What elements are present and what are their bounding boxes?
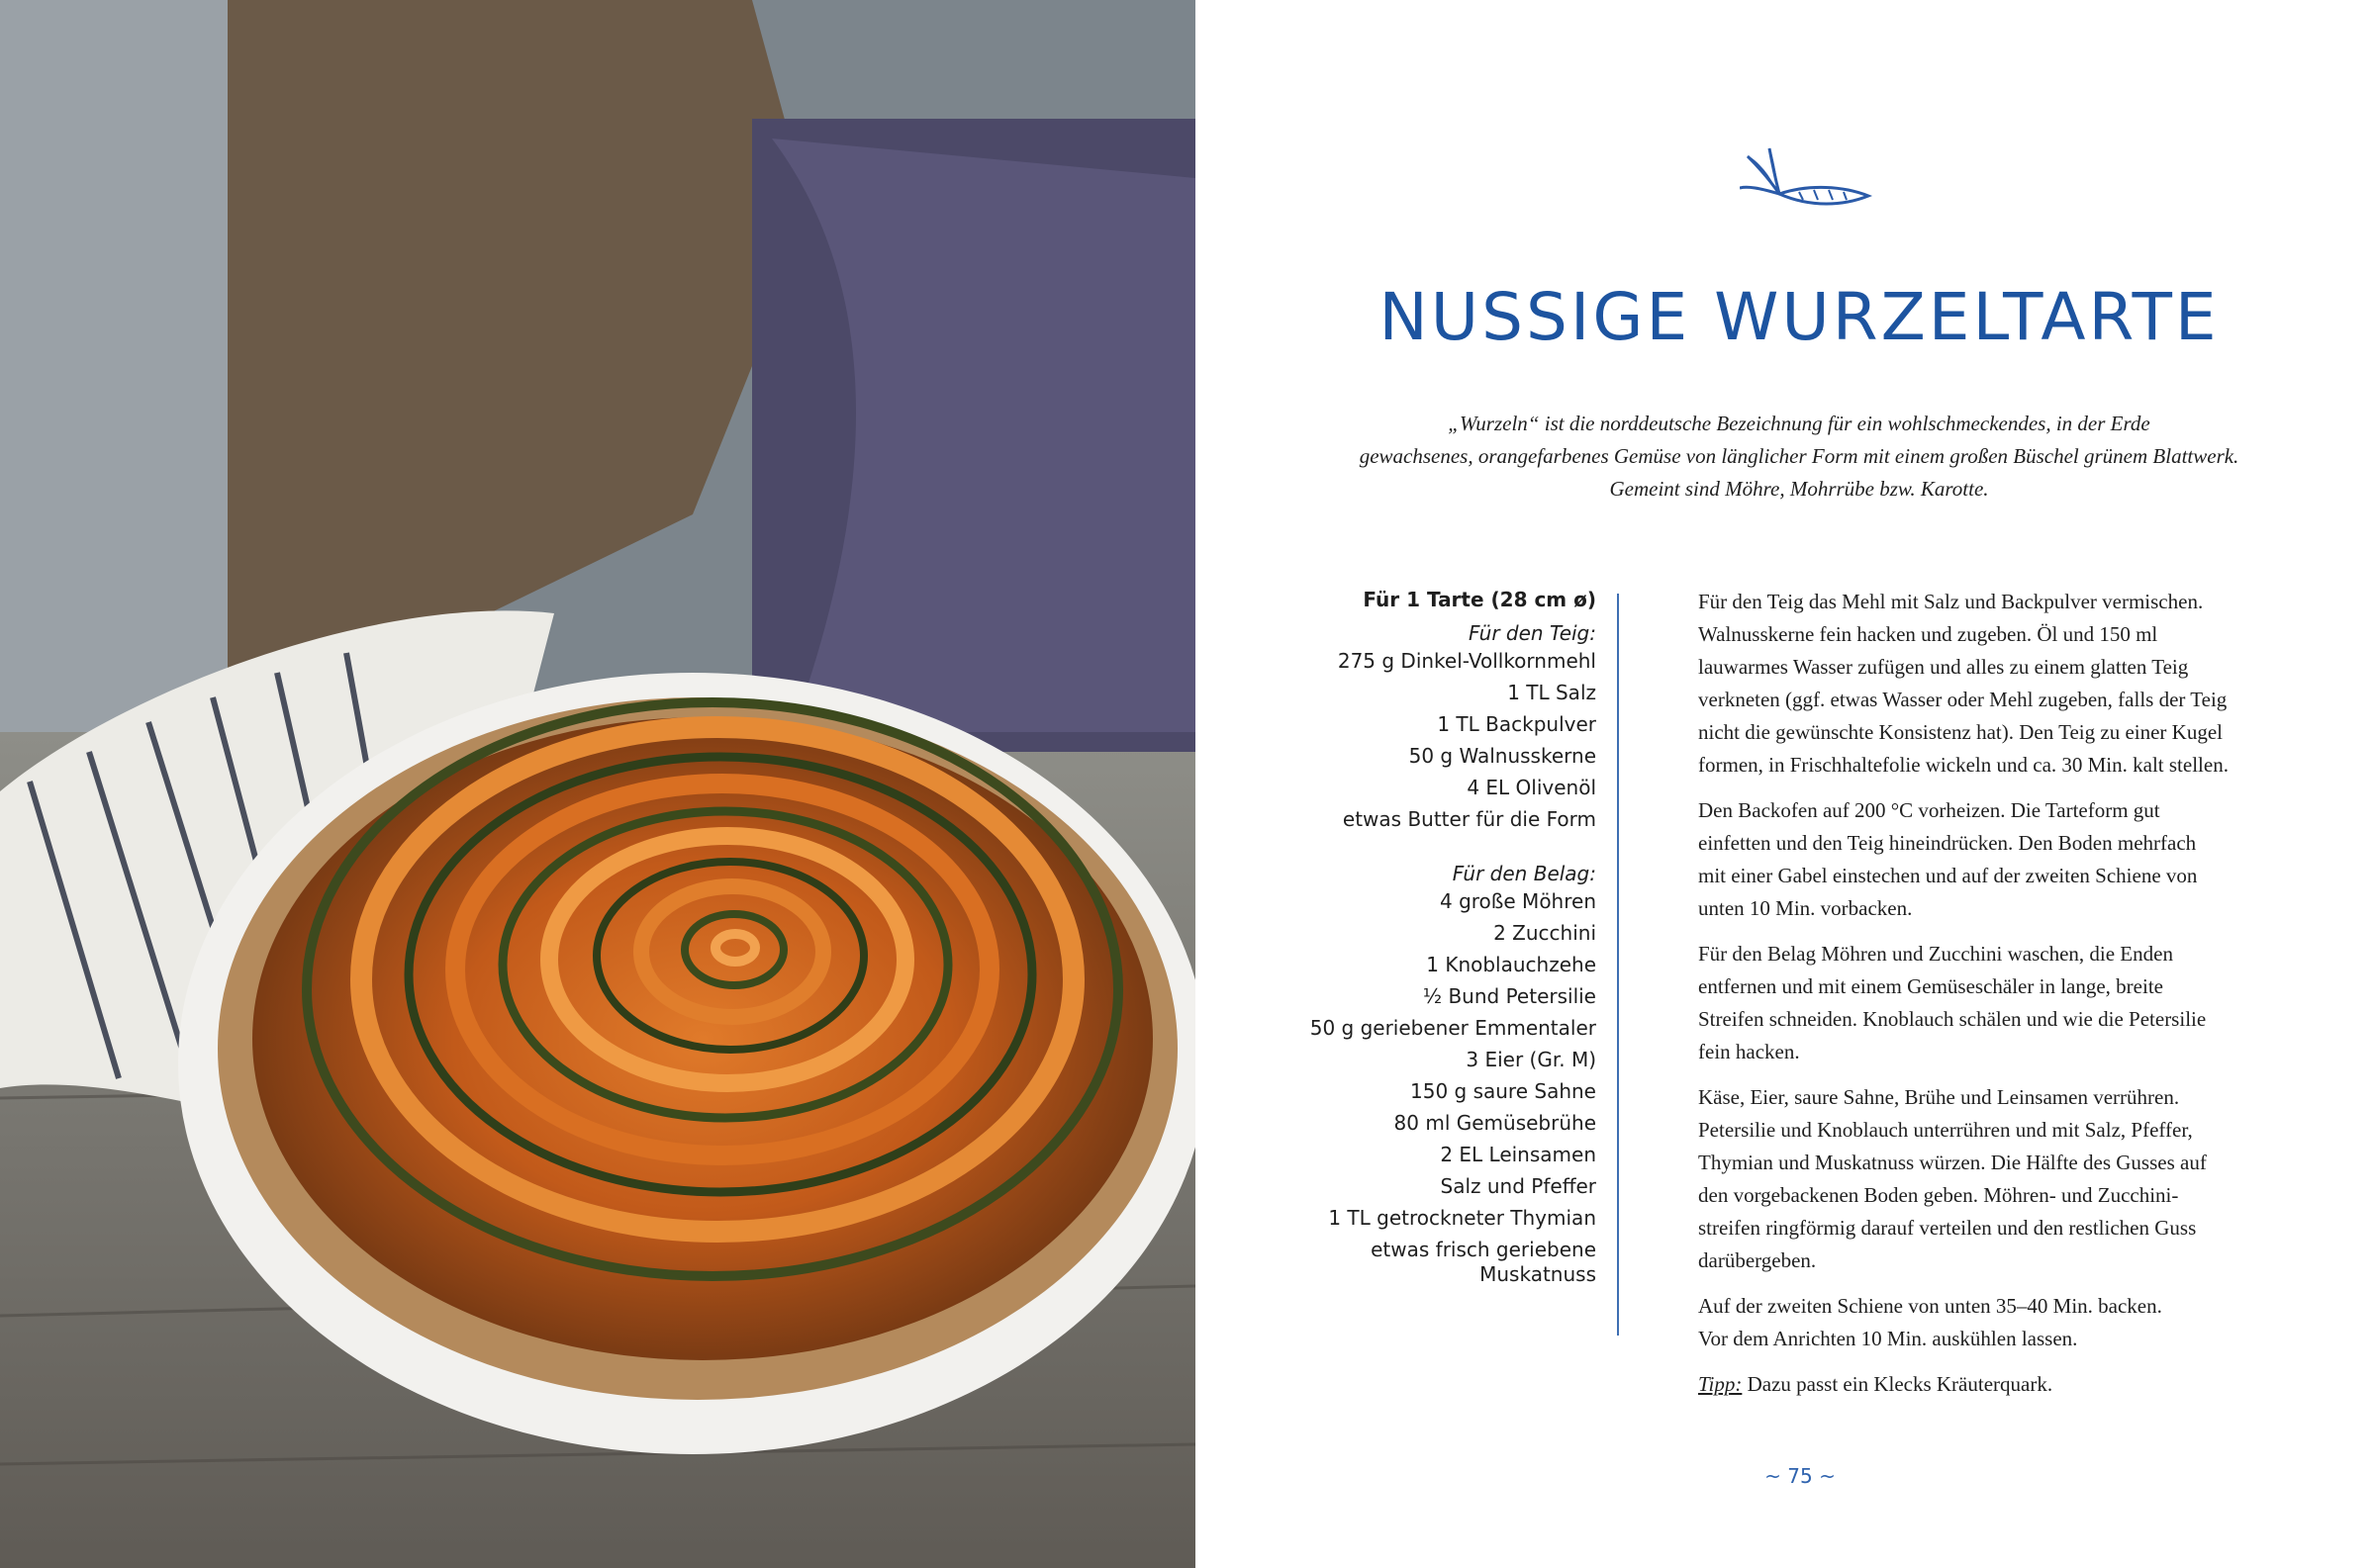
step-line: Petersilie und Knoblauch unterrühren und mit Salz, Pfeffer, — [1698, 1118, 2193, 1142]
ingredient-item: 3 Eier (Gr. M) — [1466, 1048, 1596, 1071]
instruction-step — [1698, 1290, 2312, 1355]
intro-line: Gemeint sind Möhre, Mohrrübe bzw. Karotte. — [1609, 477, 1989, 501]
ingredient-item: 1 TL getrockneter Thymian — [1328, 1206, 1596, 1230]
column-divider — [1617, 594, 1619, 1336]
step-line: nicht die gewünschte Konsistenz hat). Den Teig zu einer Kugel — [1698, 720, 2223, 744]
ingredient-item: 50 g geriebener Emmentaler — [1309, 1016, 1596, 1040]
step-line: verkneten (ggf. etwas Wasser oder Mehl zugeben, falls der Teig — [1698, 688, 2228, 711]
step-line: entfernen und mit einem Gemüseschäler in lange, breite — [1698, 974, 2163, 998]
step-line: formen, in Frischhaltefolie wickeln und ca. 30 Min. kalt stellen. — [1698, 753, 2229, 777]
ingredient-item: 1 TL Backpulver — [1437, 712, 1596, 736]
step-line: fein hacken. — [1698, 1040, 1800, 1063]
step-line: lauwarmes Wasser zufügen und alles zu einem glatten Teig — [1698, 655, 2189, 679]
ingredient-item: 4 große Möhren — [1440, 889, 1596, 913]
ingredient-item: 4 EL Olivenöl — [1467, 776, 1596, 799]
step-line: Käse, Eier, saure Sahne, Brühe und Leinsamen verrühren. — [1698, 1085, 2180, 1109]
ingredient-item: 2 EL Leinsamen — [1440, 1143, 1596, 1166]
step-line: Für den Teig das Mehl mit Salz und Backpulver vermischen. — [1698, 590, 2204, 613]
ingredient-item: etwas Butter für die Form — [1342, 807, 1596, 831]
step-line: Vor dem Anrichten 10 Min. auskühlen lassen. — [1698, 1327, 2078, 1350]
instruction-step — [1698, 1081, 2312, 1277]
step-line: unten 10 Min. vorbacken. — [1698, 896, 1913, 920]
step-line: Streifen schneiden. Knoblauch schälen und wie die Petersilie — [1698, 1007, 2207, 1031]
instructions — [1698, 586, 2312, 1414]
step-line: Für den Belag Möhren und Zucchini waschen, die Enden — [1698, 942, 2173, 966]
tip — [1698, 1368, 2312, 1401]
ingredient-item: 2 Zucchini — [1493, 921, 1596, 945]
tip-label: Tipp: — [1698, 1372, 1743, 1396]
step-line: einfetten und den Teig hineindrücken. Den Boden mehrfach — [1698, 831, 2197, 855]
instruction-step — [1698, 938, 2312, 1068]
instruction-step — [1698, 586, 2312, 782]
ingredient-item: 80 ml Gemüsebrühe — [1393, 1111, 1596, 1135]
recipe-title: NUSSIGE WURZELTARTE — [1378, 279, 2220, 355]
step-line: Auf der zweiten Schiene von unten 35–40 Min. backen. — [1698, 1294, 2162, 1318]
ingredient-item: etwas frisch geriebene Muskatnuss — [1371, 1238, 1596, 1286]
ingredient-item: ½ Bund Petersilie — [1422, 984, 1596, 1008]
ingredient-item: 275 g Dinkel-Vollkornmehl — [1337, 649, 1596, 673]
step-line: streifen ringförmig darauf verteilen und den restlichen Guss — [1698, 1216, 2197, 1240]
step-line: darübergeben. — [1698, 1248, 1817, 1272]
ingredient-item: 150 g saure Sahne — [1410, 1079, 1596, 1103]
tip-text: Dazu passt ein Klecks Kräuterquark. — [1742, 1372, 2053, 1396]
carrot-icon — [1740, 144, 1878, 224]
step-line: Den Backofen auf 200 °C vorheizen. Die Tarteform gut — [1698, 798, 2160, 822]
ingredient-item: 1 Knoblauchzehe — [1426, 953, 1596, 976]
instruction-step — [1698, 794, 2312, 925]
ingredient-item: 1 TL Salz — [1507, 681, 1596, 704]
step-line: Thymian und Muskatnuss würzen. Die Hälfte des Gusses auf — [1698, 1151, 2207, 1174]
ingredients-list — [1304, 584, 1596, 1294]
dough-heading: Für den Teig: — [1468, 621, 1596, 645]
intro-line: „Wurzeln“ ist die norddeutsche Bezeichnung für ein wohlschmeckendes, in der Erde — [1448, 412, 2150, 435]
topping-heading: Für den Belag: — [1452, 862, 1596, 885]
intro-line: gewachsenes, orangefarbenes Gemüse von länglicher Form mit einem großen Büschel grünem Blattwerk. — [1359, 444, 2239, 468]
step-line: den vorgebackenen Boden geben. Möhren- und Zucchini- — [1698, 1183, 2179, 1207]
ingredient-item: Salz und Pfeffer — [1440, 1174, 1596, 1198]
ingredient-item: 50 g Walnusskerne — [1408, 744, 1596, 768]
step-line: Walnusskerne fein hacken und zugeben. Öl und 150 ml — [1698, 622, 2158, 646]
step-line: mit einer Gabel einstechen und auf der zweiten Schiene von — [1698, 864, 2198, 887]
recipe-intro — [1324, 408, 2274, 506]
yield-heading: Für 1 Tarte (28 cm ø) — [1363, 588, 1596, 611]
recipe-page — [1195, 0, 2375, 1568]
page-number: ~ 75 ~ — [1764, 1464, 1836, 1488]
